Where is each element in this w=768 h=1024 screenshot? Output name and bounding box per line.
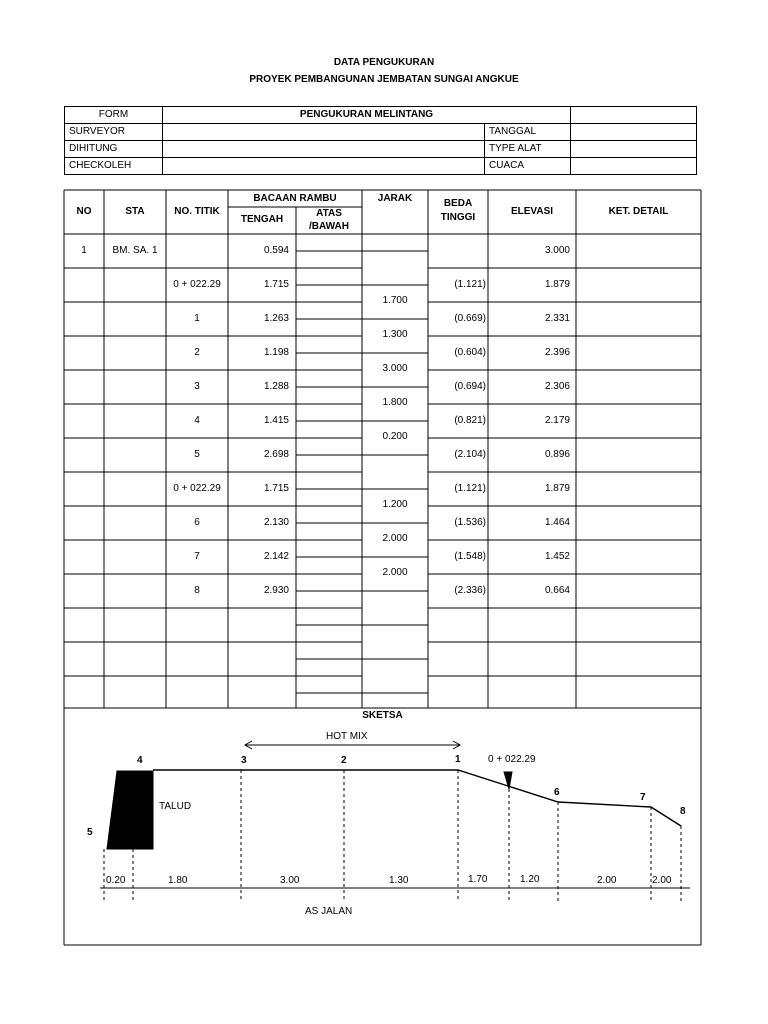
cell-tengah: 1.415 <box>263 415 289 426</box>
cell-elevasi: 0.896 <box>544 449 570 460</box>
station-label: 0 + 022.29 <box>488 754 536 765</box>
point-label: 5 <box>87 827 93 838</box>
point-label: 2 <box>341 755 347 766</box>
cell-beda: (1.548) <box>454 551 486 562</box>
header-beda: BEDA <box>443 198 473 209</box>
cell-titik: 4 <box>194 415 200 426</box>
cell-titik: 8 <box>194 585 200 596</box>
cell-beda: (2.104) <box>454 449 486 460</box>
header-elevasi: ELEVASI <box>510 206 554 217</box>
cell-beda: (1.121) <box>454 279 486 290</box>
jarak-value: 1.200 <box>382 499 408 510</box>
cell-tengah: 0.594 <box>263 245 289 256</box>
tanggal-label: TANGGAL <box>485 124 571 141</box>
cell-titik: 3 <box>194 381 200 392</box>
talud-label: TALUD <box>159 801 192 812</box>
point-label: 7 <box>640 792 646 803</box>
distance-label: 3.00 <box>280 875 300 886</box>
jarak-value: 0.200 <box>382 431 408 442</box>
jarak-value: 1.700 <box>382 295 408 306</box>
point-label: 4 <box>137 755 143 766</box>
header-bacaan-rambu: BACAAN RAMBU <box>253 193 337 204</box>
header-tengah: TENGAH <box>240 214 284 225</box>
cell-tengah: 1.715 <box>263 483 289 494</box>
jarak-value: 1.300 <box>382 329 408 340</box>
cell-tengah: 1.288 <box>263 381 289 392</box>
cell-elevasi: 2.306 <box>544 381 570 392</box>
cell-beda: (1.121) <box>454 483 486 494</box>
cell-beda: (2.336) <box>454 585 486 596</box>
cell-tengah: 2.698 <box>263 449 289 460</box>
surveyor-label: SURVEYOR <box>65 124 163 141</box>
project-subtitle: PROYEK PEMBANGUNAN JEMBATAN SUNGAI ANGKUE <box>249 74 519 85</box>
distance-label: 1.80 <box>168 875 188 886</box>
distance-label: 0.20 <box>106 875 126 886</box>
cuaca-label: CUACA <box>485 158 571 175</box>
jarak-value: 2.000 <box>382 567 408 578</box>
form-label: FORM <box>65 107 163 124</box>
distance-label: 1.30 <box>389 875 409 886</box>
jarak-value: 2.000 <box>382 533 408 544</box>
form-title: PENGUKURAN MELINTANG <box>163 107 571 124</box>
point-label: 3 <box>241 755 247 766</box>
cell-elevasi: 1.879 <box>544 279 570 290</box>
distance-label: 2.00 <box>652 875 672 886</box>
cell-beda: (0.694) <box>454 381 486 392</box>
cell-titik: 0 + 022.29 <box>173 483 221 494</box>
cell-titik: 2 <box>194 347 200 358</box>
header-no-titik: NO. TITIK <box>174 206 220 217</box>
cell-titik: 6 <box>194 517 200 528</box>
type-alat-label: TYPE ALAT <box>485 141 571 158</box>
checkoleh-label: CHECKOLEH <box>65 158 163 175</box>
cell-titik: 0 + 022.29 <box>173 279 221 290</box>
cell-elevasi: 2.331 <box>544 313 570 324</box>
dihitung-label: DIHITUNG <box>65 141 163 158</box>
cell-titik: 1 <box>194 313 200 324</box>
cell-titik: 7 <box>194 551 200 562</box>
header-atas: ATAS <box>316 208 342 219</box>
cell-elevasi: 1.452 <box>544 551 570 562</box>
page-title: DATA PENGUKURAN <box>333 57 435 68</box>
point-label: 8 <box>680 806 686 817</box>
cell-beda: (1.536) <box>454 517 486 528</box>
cell-beda: (0.669) <box>454 313 486 324</box>
jarak-value: 1.800 <box>382 397 408 408</box>
header-sta: STA <box>125 206 145 217</box>
header-tinggi: TINGGI <box>440 212 476 223</box>
jarak-value: 3.000 <box>382 363 408 374</box>
cell-tengah: 2.130 <box>263 517 289 528</box>
cell-tengah: 1.715 <box>263 279 289 290</box>
cell-elevasi: 1.464 <box>544 517 570 528</box>
header-bawah: /BAWAH <box>309 221 349 232</box>
cell-titik: 5 <box>194 449 200 460</box>
cell-elevasi: 1.879 <box>544 483 570 494</box>
cell-elevasi: 2.179 <box>544 415 570 426</box>
cell-tengah: 2.142 <box>263 551 289 562</box>
cell-tengah: 1.263 <box>263 313 289 324</box>
header-no: NO <box>76 206 92 217</box>
distance-label: 1.20 <box>520 874 540 885</box>
point-label: 6 <box>554 787 560 798</box>
as-jalan-label: AS JALAN <box>305 906 353 917</box>
distance-label: 2.00 <box>597 875 617 886</box>
header-ket-detail: KET. DETAIL <box>608 206 669 217</box>
cell-sta: BM. SA. 1 <box>112 245 158 256</box>
cell-beda: (0.604) <box>454 347 486 358</box>
cell-elevasi: 3.000 <box>544 245 570 256</box>
hot-mix-label: HOT MIX <box>326 731 368 742</box>
cell-tengah: 1.198 <box>263 347 289 358</box>
header-jarak: JARAK <box>377 193 413 204</box>
cell-elevasi: 0.664 <box>544 585 570 596</box>
point-label: 1 <box>455 754 461 765</box>
cell-tengah: 2.930 <box>263 585 289 596</box>
cell-beda: (0.821) <box>454 415 486 426</box>
cell-elevasi: 2.396 <box>544 347 570 358</box>
distance-label: 1.70 <box>468 874 488 885</box>
cell-no: 1 <box>81 245 87 256</box>
sketch-title: SKETSA <box>362 710 403 721</box>
